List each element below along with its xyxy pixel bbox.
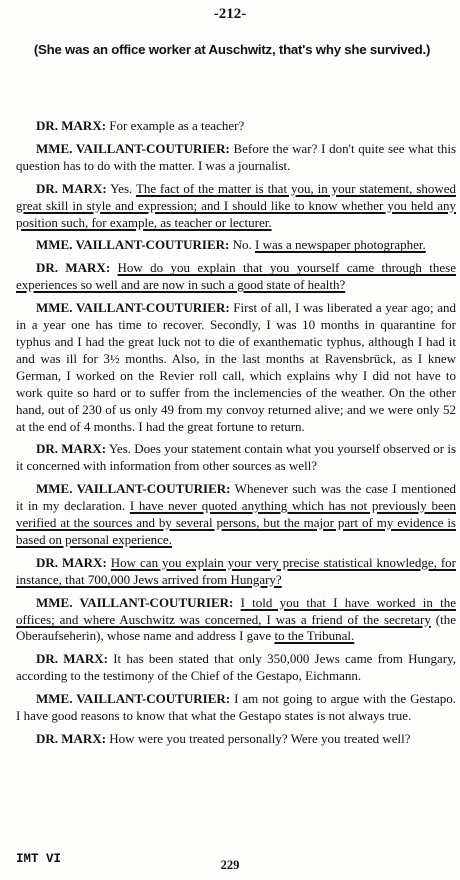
- page-number-bottom: 229: [220, 858, 240, 872]
- testimony-paragraph: [16, 260, 456, 294]
- underlined-passage: The fact of the matter is that you, in your statement, showed great skill in style and expression; and I should like to know whether you held any position such, for example, as teacher or lecturer.: [16, 180, 457, 230]
- testimony-text: It has been stated that only 350,000 Jews came from Hungary, according to the testimony of the Chief of the Gestapo, Eichmann.: [16, 651, 456, 684]
- testimony-paragraph: [16, 300, 456, 435]
- testimony-text: I am not going to argue with the Gestapo. I have good reasons to know that what the Gestapo states is not always true.: [16, 691, 457, 724]
- testimony-paragraph: [16, 441, 456, 475]
- testimony-text: Yes.: [106, 180, 136, 196]
- testimony-paragraph: [16, 237, 456, 254]
- speaker-label: DR. MARX:: [36, 731, 107, 746]
- speaker-label: DR. MARX:: [36, 260, 111, 276]
- testimony-paragraph: [16, 691, 456, 725]
- testimony-text: How were you treated personally? Were you treated well?: [106, 731, 411, 746]
- speaker-label: DR. MARX:: [36, 180, 107, 196]
- underlined-passage: I have never quoted anything which has not previously been verified at the sources and by several persons, but the major part of my evidence is based on personal experience.: [16, 498, 456, 547]
- speaker-label: MME. VAILLANT-COUTURIER:: [36, 691, 231, 707]
- speaker-label: DR. MARX:: [36, 118, 107, 133]
- page-number-top: -212-: [213, 6, 247, 22]
- testimony-text: Before the war? I don't quite see what this question has to do with the matter. I was a journalist.: [16, 140, 457, 173]
- testimony-paragraph: [16, 595, 456, 646]
- testimony-paragraph: [16, 555, 456, 589]
- speaker-label: DR. MARX:: [36, 554, 107, 570]
- testimony-text: (the Oberaufseherin), whose name and address I gave: [16, 611, 456, 644]
- underlined-passage: I told you that I have worked in the offices; and where Auschwitz was concerned, I was a friend of the secretary: [16, 594, 456, 627]
- transcript-body: [16, 118, 456, 754]
- speaker-label: MME. VAILLANT-COUTURIER:: [36, 481, 231, 497]
- testimony-text: For example as a teacher?: [106, 118, 245, 133]
- testimony-paragraph: [16, 651, 456, 685]
- testimony-text: Whenever such was the case I mentioned it in my declaration.: [16, 481, 456, 514]
- speaker-label: MME. VAILLANT-COUTURIER:: [36, 300, 230, 316]
- testimony-text: [233, 595, 240, 610]
- annotation-note: (She was an office worker at Auschwitz, that's why she survived.): [33, 42, 431, 57]
- volume-label: IMT VI: [16, 852, 62, 866]
- speaker-label: MME. VAILLANT-COUTURIER:: [36, 594, 234, 610]
- testimony-paragraph: [16, 181, 456, 232]
- testimony-paragraph: [16, 481, 456, 549]
- testimony-paragraph: [16, 731, 456, 748]
- testimony-text: No.: [229, 237, 255, 253]
- speaker-label: DR. MARX:: [36, 441, 107, 457]
- speaker-label: MME. VAILLANT-COUTURIER:: [36, 140, 230, 156]
- speaker-label: DR. MARX:: [36, 651, 108, 667]
- underlined-passage: I was a newspaper photographer.: [254, 237, 426, 253]
- speaker-label: MME. VAILLANT-COUTURIER:: [36, 237, 230, 253]
- testimony-text: [110, 260, 117, 275]
- testimony-paragraph: [16, 141, 456, 175]
- testimony-paragraph: [16, 118, 456, 135]
- underlined-passage: How can you explain your very precise statistical knowledge, for instance, that 700,000 Jews arrived from Hungary?: [16, 554, 456, 587]
- underlined-passage: to the Tribunal.: [274, 628, 355, 644]
- underlined-passage: How do you explain that you yourself came through these experiences so well and are now in such a good state of health?: [16, 260, 456, 293]
- testimony-text: Yes. Does your statement contain what you yourself observed or is it concerned with information from other sources as well?: [16, 441, 457, 474]
- testimony-text: First of all, I was liberated a year ago; and in a year one has time to recover. Secondly, I was 10 months in quarantine for typhus and I had the great luck not to die of exanthematic typhus, although I had it and was ill for 3½ months. Also, in the last months at Ravensbrück, as I knew German, I worked on the Revier roll call, which explains why I did not have to work quite so hard or to suffer from the inclemencies of the weather. On the other hand, out of 230 of us only 49 from my convoy returned alive; and we were only 52 at the end of 4 months. I had the great fortune to return.: [16, 300, 456, 434]
